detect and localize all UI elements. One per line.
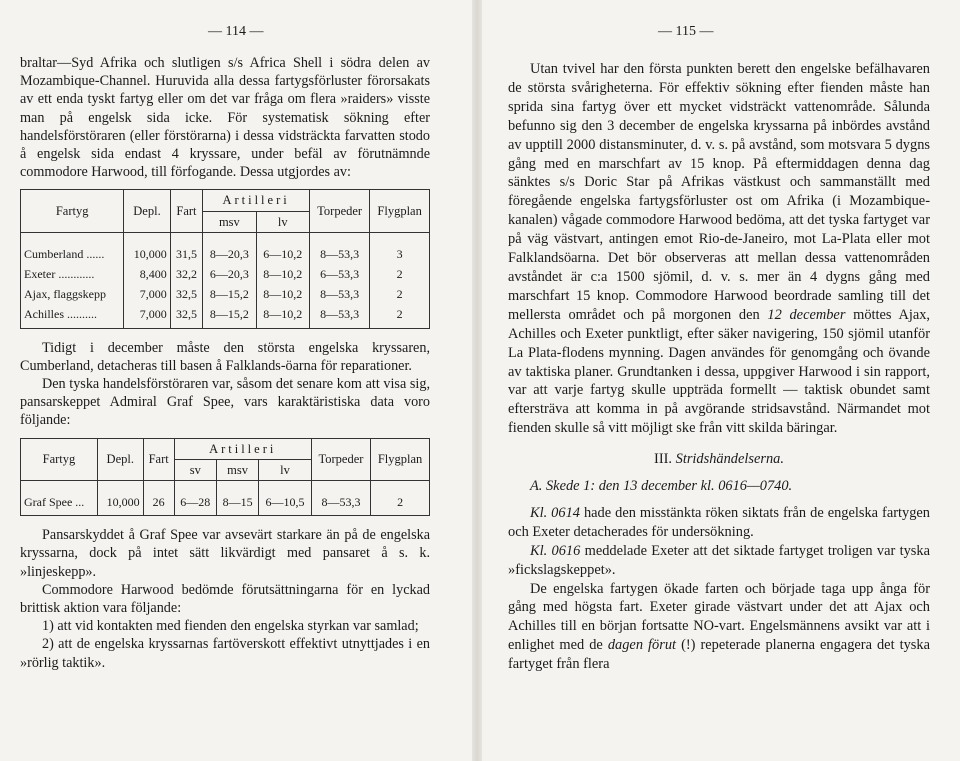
left-page [20,0,430,761]
cell-plane: 2 [370,304,430,328]
cell-ship: Achilles .......... [21,304,124,328]
paragraph [508,60,930,438]
col-header-torpedo: Torpeder [309,190,369,232]
text-run: De engelska fartygen ökade farten och började taga upp ånga för gång med högsta fart. Exeter girade västvart under det att Ajax och Achilles till en början fortsatte NO-vart. Engelsmännens avsikt var att i enlighet med de [508,580,930,654]
page-number-right: — 115 — [658,24,714,39]
col-header-lv: lv [259,459,312,480]
right-page-body [508,60,930,674]
col-header-plane: Flygplan [370,190,430,232]
cell-speed: 32,2 [170,264,202,284]
emphasis-date: 12 december [767,306,846,323]
paragraph: Commodore Harwood bedömde förutsättningarna för en lyckad brittisk aktion vara följande: [20,581,430,617]
paragraph [508,542,930,580]
cell-lv: 6—10,5 [259,481,312,516]
text-run: möttes Ajax, Achilles och Exeter punktligt, efter säker navigering, 150 sjömil utanför La Plata-flodens mynning. Dagen användes för genomgång och övande av taktiska planer. Grundtanken i dessa, uppgiver Harwood i sin rapport, var att varje fartyg skulle uppträda formellt — taktisk obundet samt eftersträva att komma in på avgörande stridsavstånd. Närmandet mot fienden skulle så vitt möjligt ske från vitt skilda bäringar. [508,306,931,437]
paragraph [508,504,930,542]
cell-plane: 2 [370,264,430,284]
cruiser-table [20,189,430,328]
cell-msv: 8—15 [216,481,258,516]
cell-sv: 6—28 [174,481,216,516]
paragraph: Pansarskyddet å Graf Spee var avsevärt starkare än på de engelska kryssarna, dock på intet sätt likvärdigt med pansaret å s. k. »linjeskepp». [20,527,430,580]
cell-msv: 6—20,3 [203,264,256,284]
cell-msv: 8—15,2 [203,304,256,328]
cell-speed: 32,5 [170,304,202,328]
right-page [508,0,930,761]
time-label: Kl. 0616 [530,542,581,559]
cell-speed: 32,5 [170,284,202,304]
emphasis: dagen förut [607,637,677,654]
col-header-msv: msv [203,211,256,232]
subsection-heading: A. Skede 1: den 13 december kl. 0616—0740. [530,478,793,495]
section-number: III. [654,451,673,468]
cell-plane: 2 [370,284,430,304]
cell-depl: 7,000 [124,284,170,304]
table-row [21,232,430,264]
cell-torpedo: 8—53,3 [309,232,369,264]
cell-depl: 7,000 [124,304,170,328]
left-page-body [20,54,430,672]
col-header-ship: Fartyg [21,438,98,480]
col-header-ship: Fartyg [21,190,124,232]
paragraph: Den tyska handelsförstöraren var, såsom det senare kom att visa sig, pansarskeppet Admiral Graf Spee, vars karaktäristiska data voro följande: [20,376,430,429]
text-run: Utan tvivel har den första punkten berett den engelske befälhavaren de största svårigheterna. För effektiv sökning efter fienden måste han sprida sina fartyg över ett mycket vidsträckt vattenområde. Sålunda befunno sig den 3 december de engelska kryssarna på inbördes avstånd av upptill 2000 distansminuter, d. v. s. på avstånd, som motsvara 5 dygns gång med en marschfart av 15 knop. På eftermiddagen denna dag sänktes s/s Doric Star på Afrikas västkust och sammanställt med föregående engelska fartygsförluster ost om Afrika (i Mozambique-kanalen) vågade commodore Harwood bedöma, att det tyska fartyget var på väg västvart, antingen emot Rio-de-Janeiro, mot La-Plata eller mot Falklandsöarna. Det bör observeras att mellan dessa vattenområden avståndet är c:a 1500 sjömil, d. v. s. mer än 4 dygns gång med marschfart 15 knop. Commodore Harwood beordrade samling till det mellersta området och på morgonen den [508,61,930,323]
cell-plane: 3 [370,232,430,264]
list-item: 2) att de engelska kryssarnas fartöverskott effektivt utnyttjades i en »rörlig taktik». [20,636,430,671]
time-label: Kl. 0614 [530,504,580,521]
text-run: hade den misstänkta röken siktats från de engelska fartygen och Exeter detacherades för undersökning. [508,504,930,540]
paragraph: braltar—Syd Afrika och slutligen s/s Africa Shell i södra delen av Mozambique-Channel. Huruvida alla dessa fartygsförluster förorsakats av ett enda tyskt fartyg eller om det var fråga om flera »raiders» visste man på engelsk sida icke. För systematisk sökning efter handelsförstöraren (eller förstörarna) i dessa vidsträckta farvatten stodo å engelsk sida endast 4 kryssare, under befäl av förutnämnde commodore Harwood, till förfogande. Dessa utgjordes av: [20,55,430,181]
cell-torpedo: 8—53,3 [309,284,369,304]
cell-ship: Exeter ............ [21,264,124,284]
cell-speed: 31,5 [170,232,202,264]
table-row [21,264,430,284]
cell-msv: 8—20,3 [203,232,256,264]
book-gutter [472,0,482,761]
table-row [21,304,430,328]
cell-ship: Cumberland ...... [21,232,124,264]
col-header-torpedo: Torpeder [311,438,370,480]
cell-torpedo: 8—53,3 [309,304,369,328]
cell-lv: 6—10,2 [256,232,309,264]
col-header-depl: Depl. [124,190,170,232]
paragraph [508,580,930,675]
col-header-msv: msv [216,459,258,480]
page-number-left: — 114 — [208,24,264,39]
text-run: (!) repeterade planerna engagera det tyska fartyget från flera [508,637,930,673]
cell-ship: Graf Spee ... [21,481,98,516]
col-header-sv: sv [174,459,216,480]
table-row [21,284,430,304]
cell-plane: 2 [371,481,430,516]
table-row [21,481,430,516]
col-header-artillery: Artilleri [203,190,310,211]
cell-depl: 10,000 [97,481,143,516]
cell-ship: Ajax, flaggskepp [21,284,124,304]
cell-torpedo: 8—53,3 [311,481,370,516]
section-title: Stridshändelserna. [675,451,784,468]
cell-torpedo: 6—53,3 [309,264,369,284]
graf-spee-table [20,438,430,517]
col-header-artillery: Artilleri [174,438,311,459]
col-header-speed: Fart [143,438,174,480]
col-header-plane: Flygplan [371,438,430,480]
col-header-lv: lv [256,211,309,232]
cell-lv: 8—10,2 [256,284,309,304]
cell-depl: 10,000 [124,232,170,264]
cell-speed: 26 [143,481,174,516]
cell-lv: 8—10,2 [256,304,309,328]
paragraph: Tidigt i december måste den största engelska kryssaren, Cumberland, detacheras till basen å Falklands-öarna för reparationer. [20,339,430,374]
col-header-depl: Depl. [97,438,143,480]
section-heading [508,450,930,469]
list-item: 1) att vid kontakten med fienden den engelska styrkan var samlad; [42,618,419,635]
text-run: meddelade Exeter att det siktade fartyget troligen var tyska »fickslagskeppet». [508,542,930,578]
cell-lv: 8—10,2 [256,264,309,284]
cell-depl: 8,400 [124,264,170,284]
col-header-speed: Fart [170,190,202,232]
cell-msv: 8—15,2 [203,284,256,304]
